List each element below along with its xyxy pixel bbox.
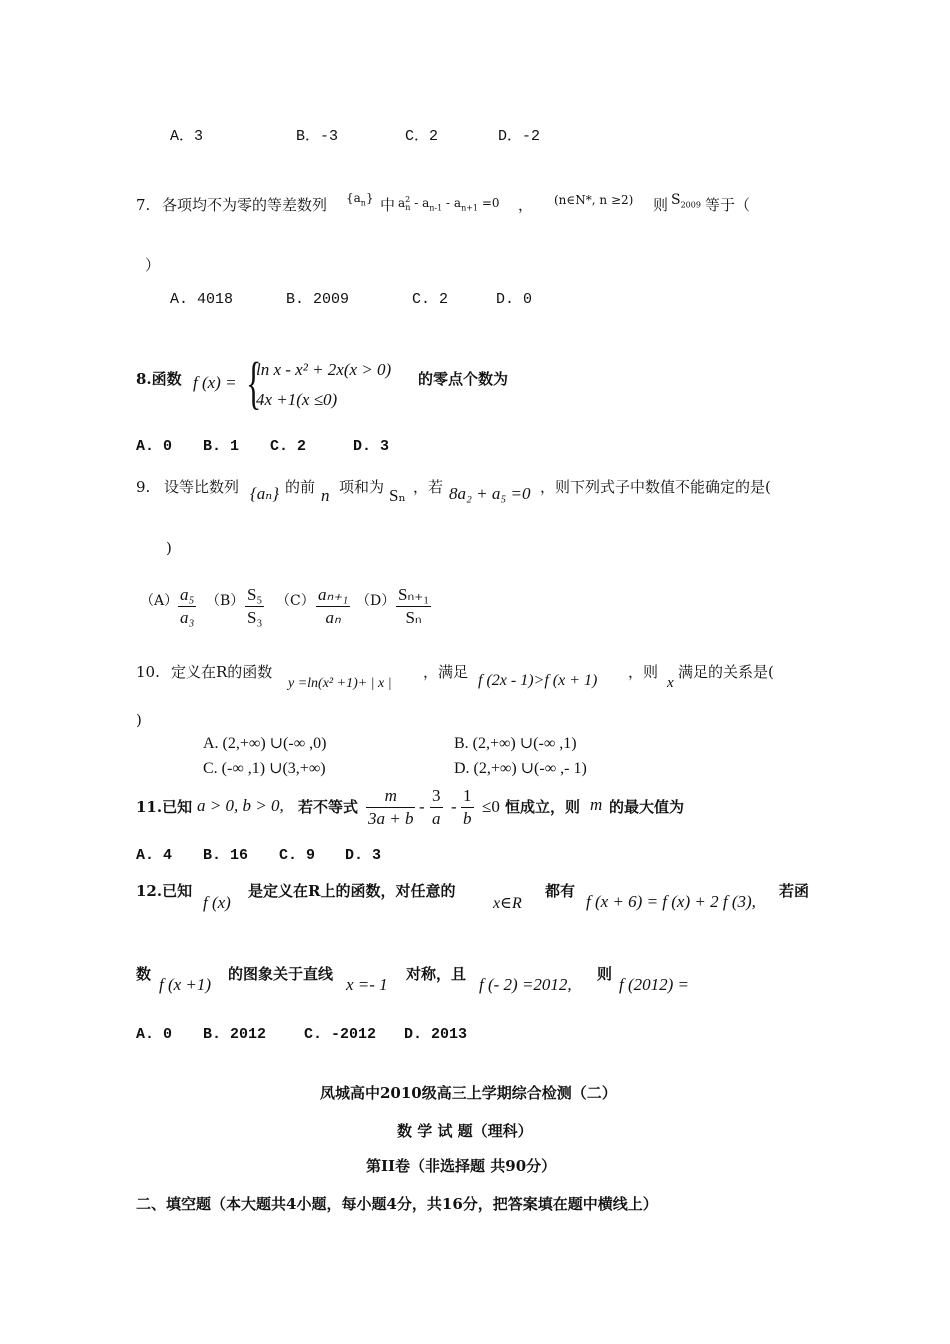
q9-number: 9. — [136, 478, 151, 496]
q10-close: ) — [136, 711, 142, 729]
q10-text1: 定义在R的函数 — [171, 663, 273, 681]
q12-text7: 则 — [597, 965, 613, 983]
q9-option-c-label: （C） — [276, 593, 315, 609]
q7-option-d: D. 0 — [496, 291, 533, 308]
q7-equation: $a^2_n - a_{n-1} - a_{n+1} =0$ — [398, 195, 500, 213]
q12-text2: 都有 — [545, 882, 576, 900]
q11-condition: a > 0, b > 0, — [197, 796, 284, 815]
q9-option-b-label: （B） — [206, 593, 245, 609]
volume-title: 第II卷（非选择题 共90分） — [366, 1157, 557, 1175]
q12-text1: 是定义在R上的函数，对任意的 — [248, 882, 456, 900]
section-2-title: 二、填空题（本大题共4小题，每小题4分，共16分，把答案填在题中横线上） — [136, 1195, 658, 1213]
q10-option-b: B. (2,+∞) ∪(-∞ ,1) — [454, 735, 577, 752]
q7-option-b: B. 2009 — [286, 291, 350, 308]
q12-text3: 若函 — [779, 882, 810, 900]
q10-text2: ，满足 — [423, 663, 469, 681]
q11-minus-2: - — [451, 797, 457, 816]
q11-option-a: A. 4 — [136, 847, 173, 864]
q9-close: ) — [166, 539, 172, 557]
q12-option-d: D. 2013 — [404, 1026, 468, 1043]
q11-m: m — [590, 795, 603, 814]
q7-option-c: C. 2 — [412, 291, 449, 308]
q8-option-c: C. 2 — [270, 438, 307, 455]
q8-lead: 8.函数 — [136, 370, 182, 388]
q7-condition: (n∈N*, n ≥2) — [554, 193, 634, 207]
q11-fraction-2: $\frac{3}{a}$ — [432, 786, 441, 828]
q11-option-b: B. 16 — [203, 847, 249, 864]
q6-option-d: D．-2 — [498, 128, 541, 145]
q11-text1: 若不等式 — [298, 798, 359, 816]
q12-fx: f (x) — [203, 893, 231, 912]
q8-case2: 4x +1(x ≤0) — [256, 390, 338, 409]
q10-option-a: A. (2,+∞) ∪(-∞ ,0) — [203, 735, 327, 752]
q12-lead: 12.已知 — [136, 882, 193, 900]
q9-n: n — [321, 486, 330, 505]
q10-text4: 满足的关系是( — [678, 663, 774, 681]
q7-text1: 各项均不为零的等差数列 — [162, 196, 328, 214]
q8-option-a: A. 0 — [136, 438, 173, 455]
q9-option-c-fraction: $\frac{\text{aₙ₊₁}}{\text{aₙ}}$ — [318, 585, 349, 627]
q7-text4: 等于（ — [705, 196, 751, 214]
subject-title: 数 学 试 题（理科） — [397, 1122, 533, 1140]
q11-text2: 恒成立，则 — [505, 798, 581, 816]
q11-fraction-1: $\frac{m}{3a + b}$ — [368, 786, 414, 828]
q11-text3: 的最大值为 — [609, 798, 685, 816]
q7-close: ） — [145, 256, 161, 274]
q12-option-a: A. 0 — [136, 1026, 173, 1043]
school-title: 凤城高中2010级高三上学期综合检测（二） — [320, 1084, 617, 1102]
q12-x-in-r: x∈R — [493, 895, 522, 912]
q12-text6: 对称，且 — [406, 965, 467, 983]
q12-line: x =- 1 — [346, 975, 388, 994]
q7-s2009: $S_{2009}$ — [671, 192, 701, 210]
q7-option-a: A. 4018 — [170, 291, 234, 308]
q6-option-c: C．2 — [405, 128, 439, 145]
q8-tail: 的零点个数为 — [418, 370, 509, 388]
q10-option-d: D. (2,+∞) ∪(-∞ ,- 1) — [454, 760, 587, 777]
q12-text4: 数 — [136, 965, 152, 983]
q7-comma: ， — [518, 196, 534, 214]
q9-text1: 设等比数列 — [164, 478, 240, 496]
q12-ask: f (2012) = — [619, 975, 690, 994]
q6-option-a: A．3 — [170, 128, 204, 145]
q11-option-c: C. 9 — [279, 847, 316, 864]
q12-option-c: C. -2012 — [304, 1026, 377, 1043]
q12-fx1: f (x +1) — [159, 975, 212, 994]
q9-text5: ，则下列式子中数值不能确定的是( — [540, 478, 771, 496]
q9-text2: 的前 — [285, 478, 316, 496]
q7-seq: $\{a_n\}$ — [346, 191, 374, 208]
q7-text2: 中 — [380, 196, 396, 214]
q7-number: 7. — [136, 196, 151, 214]
q6-option-b: B．-3 — [296, 128, 339, 145]
q7-text3: 则 — [653, 196, 669, 214]
q11-le-zero: ≤0 — [482, 797, 500, 816]
q9-equation: 8a₂ + a₅ =0 — [449, 484, 531, 503]
q8-brace: { — [246, 350, 262, 415]
q9-seq: {aₙ} — [250, 484, 279, 503]
q8-fx: f (x) = — [193, 373, 237, 392]
q10-text3: ，则 — [628, 663, 659, 681]
q9-sn: Sₙ — [389, 486, 406, 505]
q10-number: 10. — [136, 663, 160, 681]
q12-equation: f (x + 6) = f (x) + 2 f (3), — [586, 892, 756, 911]
q10-inequality: f (2x - 1)>f (x + 1) — [478, 672, 598, 689]
q11-lead: 11.已知 — [136, 798, 193, 816]
q12-option-b: B. 2012 — [203, 1026, 267, 1043]
q9-option-d-fraction: $\frac{\text{Sₙ₊₁}}{\text{Sₙ}}$ — [398, 585, 430, 627]
q12-text5: 的图象关于直线 — [228, 965, 334, 983]
q9-text4: ，若 — [413, 478, 444, 496]
q9-option-a-fraction: $\frac{\text{a₅}}{\text{a₃}}$ — [180, 585, 195, 627]
q9-option-a-label: （A） — [140, 593, 179, 609]
q8-case1: ln x - x² + 2x(x > 0) — [256, 360, 392, 379]
q9-text3: 项和为 — [339, 478, 385, 496]
q8-option-b: B. 1 — [203, 438, 240, 455]
q10-option-c: C. (-∞ ,1) ∪(3,+∞) — [203, 760, 326, 777]
q10-x: x — [667, 675, 674, 691]
q11-fraction-3: $\frac{1}{b}$ — [463, 786, 472, 828]
q12-value: f (- 2) =2012, — [479, 975, 572, 994]
q9-option-d-label: （D） — [356, 593, 396, 609]
q9-option-b-fraction: $\frac{\text{S₅}}{\text{S₃}}$ — [247, 585, 263, 627]
q11-minus-1: - — [419, 797, 425, 816]
q11-option-d: D. 3 — [345, 847, 382, 864]
q10-function: y =ln(x² +1)+ | x | — [288, 676, 392, 691]
q8-option-d: D. 3 — [353, 438, 390, 455]
